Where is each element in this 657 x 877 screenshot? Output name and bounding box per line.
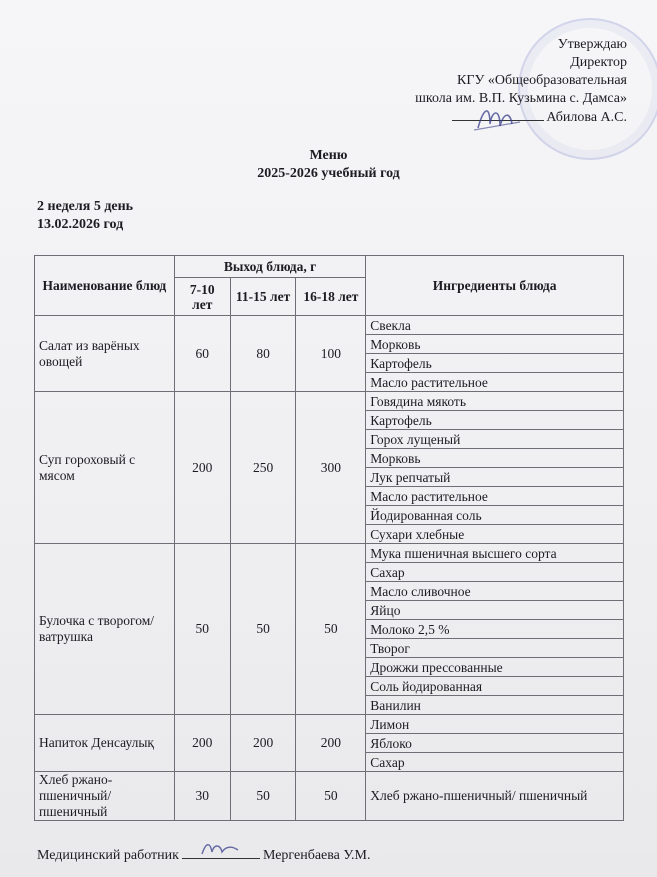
header-age-16-18: 16-18 лет [296,278,366,316]
ingredient-cell: Творог [366,639,624,658]
table-row [35,715,624,734]
ingredient-cell: Сахар [366,563,624,582]
dish-name: Булочка с творогом/ ватрушка [35,544,175,715]
approval-line-2: Директор [570,55,627,70]
ingredient-cell: Соль йодированная [366,677,624,696]
ingredient-cell: Картофель [366,411,624,430]
ingredient-cell: Морковь [366,335,624,354]
portion-16-18: 50 [296,544,366,715]
portion-7-10: 200 [174,392,230,544]
footer [37,846,370,865]
dish-name: Салат из варёных овощей [35,316,175,392]
ingredient-cell: Ванилин [366,696,624,715]
header-age-11-15: 11-15 лет [230,278,296,316]
ingredient-cell: Лук репчатый [366,468,624,487]
ingredient-cell: Лимон [366,715,624,734]
dish-name: Напиток Денсаулық [35,715,175,772]
approval-line-3: КГУ «Общеобразовательная [457,73,627,88]
portion-16-18: 50 [296,772,366,821]
ingredient-cell: Говядина мякоть [366,392,624,411]
ingredient-cell: Масло растительное [366,373,624,392]
ingredient-cell: Молоко 2,5 % [366,620,624,639]
footer-label: Медицинский работник [37,848,179,863]
ingredient-cell: Масло растительное [366,487,624,506]
portion-11-15: 80 [230,316,296,392]
ingredient-cell: Горох лущеный [366,430,624,449]
menu-table [34,255,624,821]
ingredient-cell: Дрожжи прессованные [366,658,624,677]
day-info [37,198,133,234]
portion-16-18: 100 [296,316,366,392]
footer-name: Мергенбаева У.М. [262,848,371,863]
table-row [35,544,624,563]
header-output: Выход блюда, г [174,256,365,278]
school-year: 2025-2026 учебный год [257,166,400,181]
ingredient-cell: Сахар [366,753,624,772]
header-ingredients: Ингредиенты блюда [366,256,624,316]
ingredient-cell: Морковь [366,449,624,468]
ingredient-cell: Свекла [366,316,624,335]
portion-7-10: 60 [174,316,230,392]
week-day-label: 2 неделя 5 день [37,199,134,214]
portion-11-15: 50 [230,772,296,821]
medic-signature-icon [198,840,248,858]
dish-name: Суп гороховый с мясом [35,392,175,544]
approval-line-4: школа им. В.П. Кузьмина с. Дамса» [415,91,627,106]
portion-7-10: 30 [174,772,230,821]
portion-16-18: 300 [296,392,366,544]
table-row [35,316,624,335]
ingredient-cell: Сухари хлебные [366,525,624,544]
ingredient-cell: Йодированная соль [366,506,624,525]
header-age-7-10: 7-10 лет [174,278,230,316]
dish-name: Хлеб ржано-пшеничный/ пшеничный [35,772,175,821]
director-signature-icon [470,102,530,136]
ingredient-cell: Яблоко [366,734,624,753]
portion-7-10: 200 [174,715,230,772]
portion-16-18: 200 [296,715,366,772]
ingredient-cell: Масло сливочное [366,582,624,601]
table-row [35,772,624,821]
signature-underline [182,846,260,859]
ingredient-cell: Мука пшеничная высшего сорта [366,544,624,563]
portion-11-15: 200 [230,715,296,772]
ingredient-cell: Хлеб ржано-пшеничный/ пшеничный [366,772,624,821]
approval-line-1: Утверждаю [557,37,627,52]
menu-title: Меню [309,148,348,163]
header-dish: Наименование блюд [35,256,175,316]
director-name: Абилова А.С. [546,110,627,125]
ingredient-cell: Картофель [366,354,624,373]
date-label: 13.02.2026 год [37,217,124,232]
portion-7-10: 50 [174,544,230,715]
table-row [35,392,624,411]
ingredient-cell: Яйцо [366,601,624,620]
portion-11-15: 250 [230,392,296,544]
portion-11-15: 50 [230,544,296,715]
